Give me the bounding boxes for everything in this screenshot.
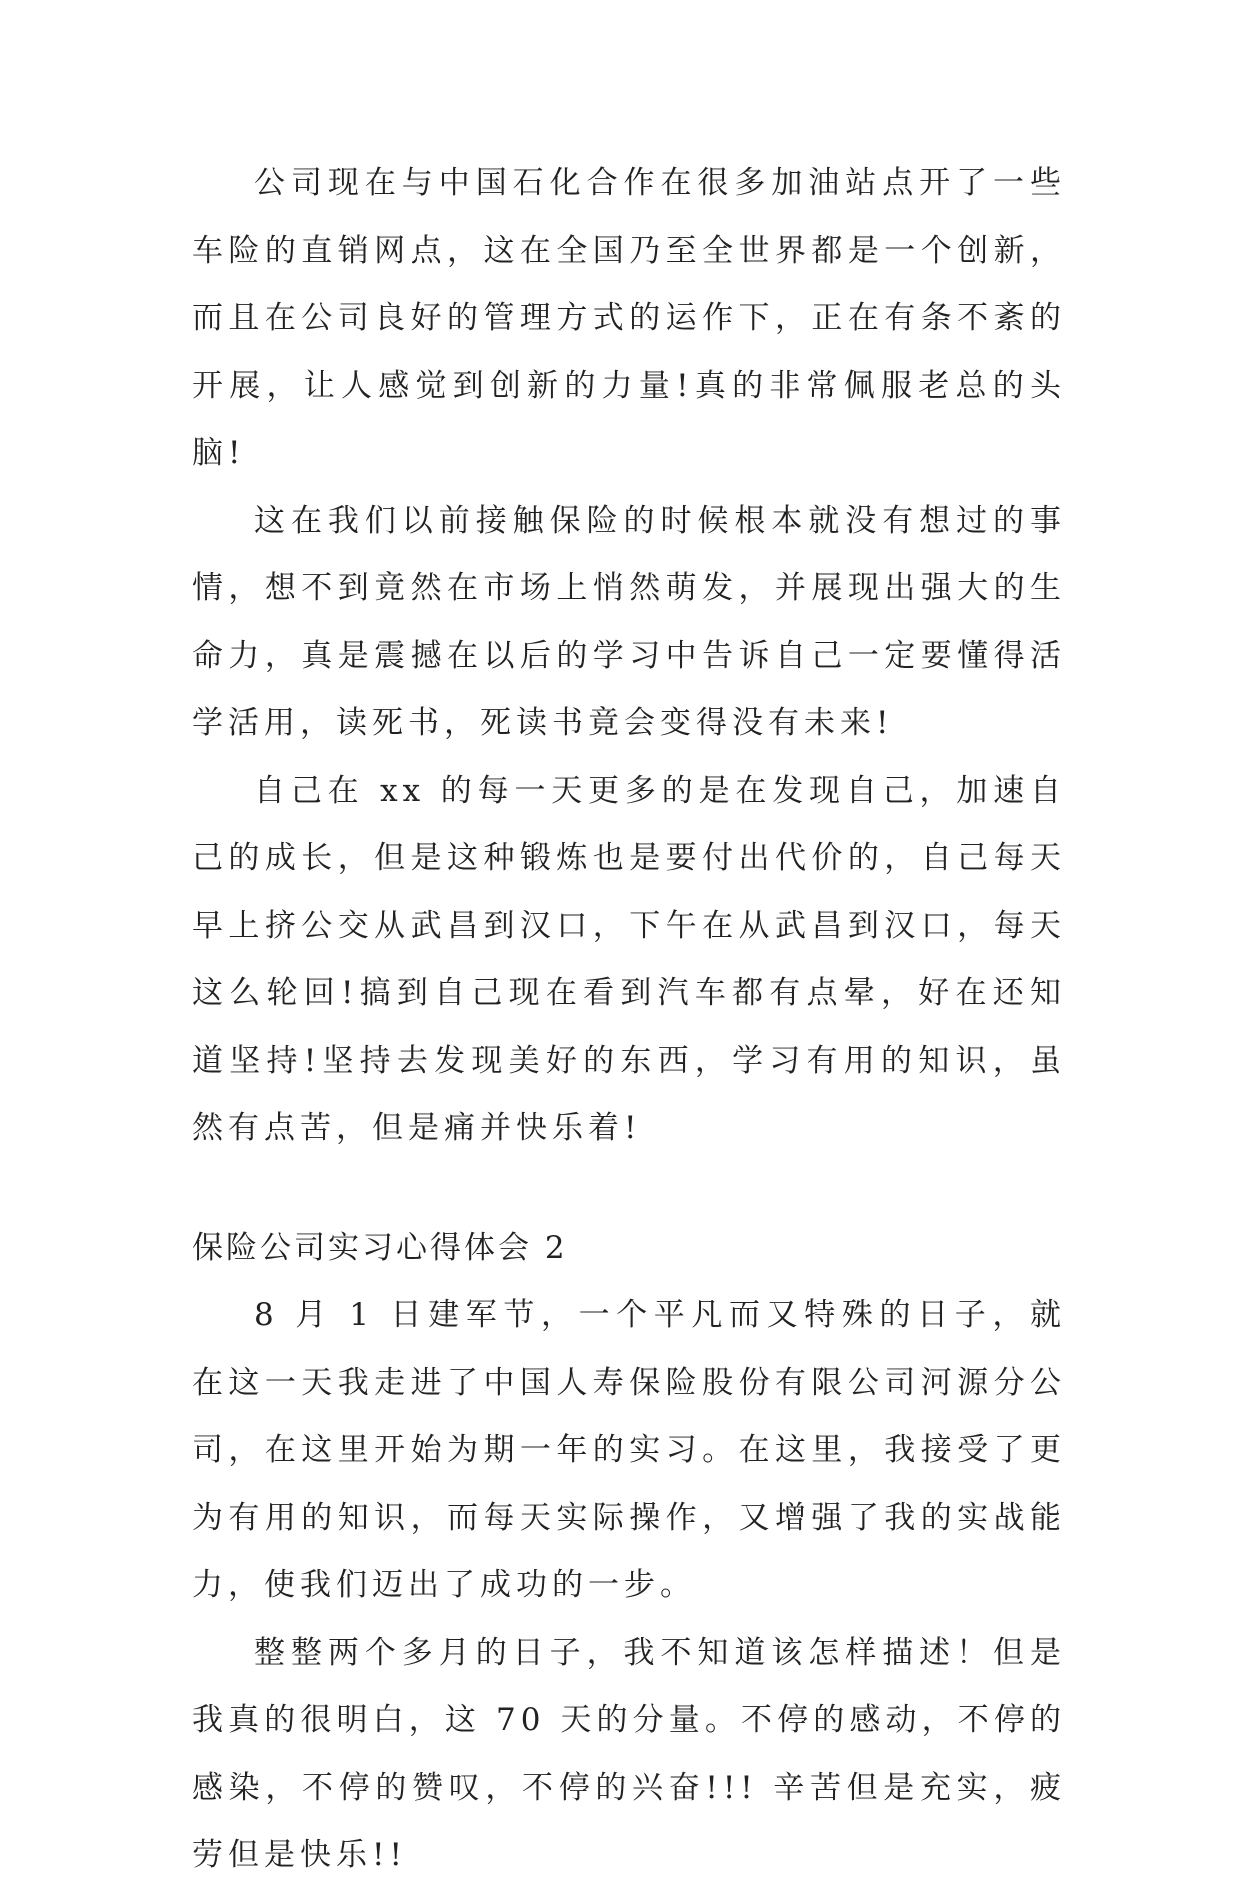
paragraph-4: 8 月 1 日建军节，一个平凡而又特殊的日子，就在这一天我走进了中国人寿保险股份有限公司河源分公司，在这里开始为期一年的实习。在这里，我接受了更为有用的知识，而每天实际操作，又增强了我的实战能力，使我们迈出了成功的一步。 (192, 1297, 1066, 1603)
paragraph-5: 整整两个多月的日子，我不知道该怎样描述！但是我真的很明白，这 70 天的分量。不停的感动，不停的感染，不停的赞叹，不停的兴奋!!! 辛苦但是充实，疲劳但是快乐!! (192, 1634, 1066, 1873)
paragraph-1: 公司现在与中国石化合作在很多加油站点开了一些车险的直销网点，这在全国乃至全世界都是一个创新，而且在公司良好的管理方式的运作下，正在有条不紊的开展，让人感觉到创新的力量!真的非常佩服老总的头脑! (192, 165, 1066, 471)
document-body (192, 150, 1066, 1890)
section-heading: 保险公司实习心得体会 2 (192, 1229, 568, 1266)
paragraph-2: 这在我们以前接触保险的时候根本就没有想过的事情，想不到竟然在市场上悄然萌发，并展现出强大的生命力，真是震撼在以后的学习中告诉自己一定要懂得活学活用，读死书，死读书竟会变得没有未来! (192, 502, 1066, 741)
paragraph-3: 自己在 xx 的每一天更多的是在发现自己，加速自己的成长，但是这种锻炼也是要付出代价的，自己每天早上挤公交从武昌到汉口，下午在从武昌到汉口，每天这么轮回!搞到自己现在看到汽车都有点晕，好在还知道坚持!坚持去发现美好的东西，学习有用的知识，虽然有点苦，但是痛并快乐着! (192, 772, 1066, 1146)
